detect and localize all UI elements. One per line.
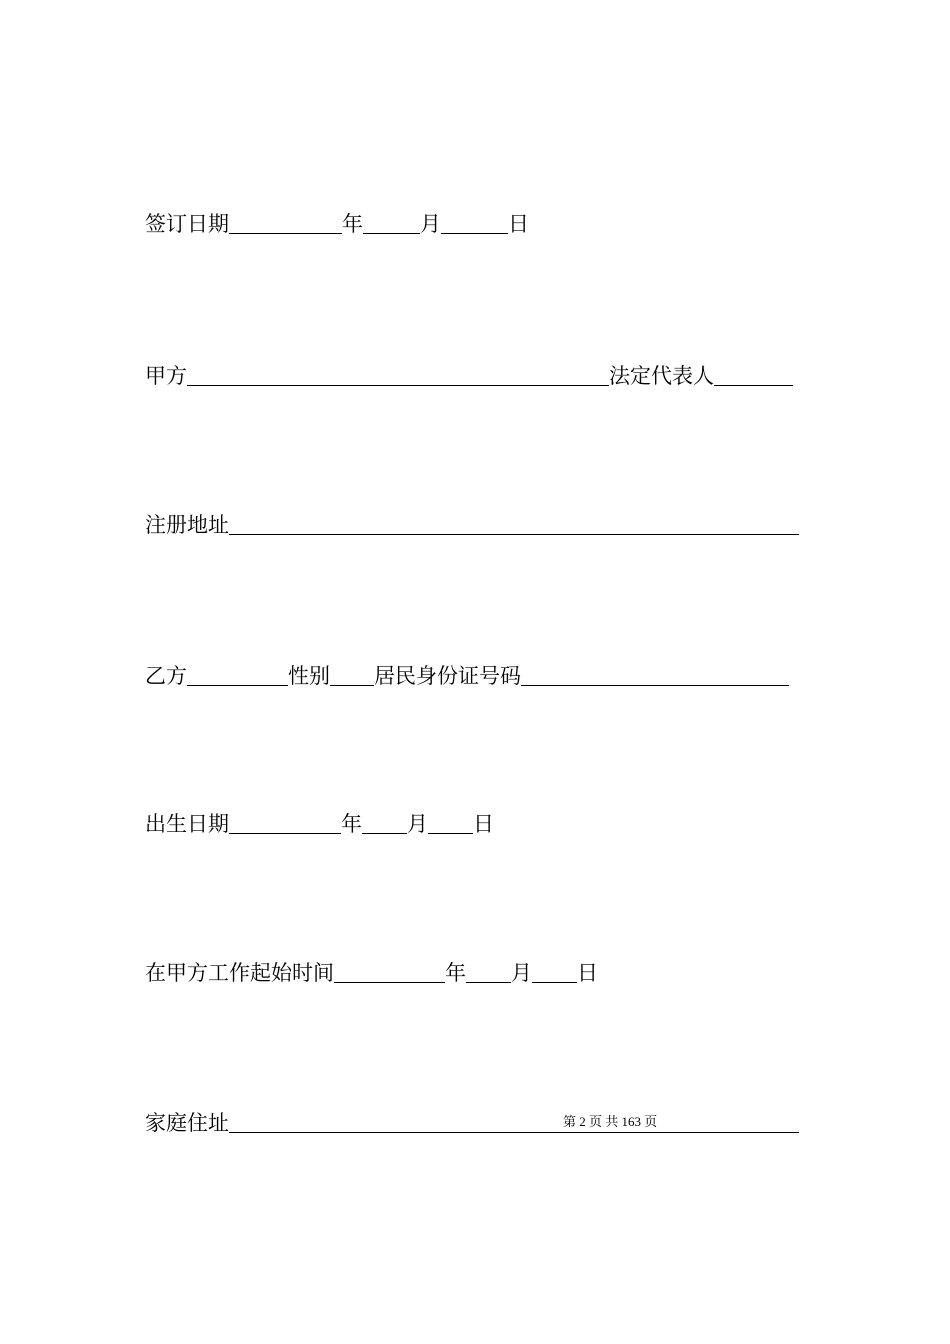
id-number-label: 居民身份证号码: [374, 664, 521, 688]
signing-date-month-field[interactable]: [363, 211, 420, 234]
signing-date-day-label: 日: [508, 212, 529, 236]
birth-date-month-label: 月: [407, 812, 428, 836]
birth-date-day-label: 日: [473, 812, 494, 836]
signing-date-line: [145, 206, 529, 236]
signing-date-year-label: 年: [342, 212, 363, 236]
legal-representative-field[interactable]: [714, 363, 793, 386]
party-b-name-field[interactable]: [187, 663, 288, 686]
birth-date-day-field[interactable]: [428, 811, 473, 834]
birth-date-line: [145, 806, 494, 836]
signing-date-day-field[interactable]: [441, 211, 508, 234]
party-a-line: [145, 358, 793, 388]
start-date-year-field[interactable]: [334, 960, 445, 983]
start-date-day-label: 日: [577, 961, 598, 985]
registered-address-line: [145, 507, 799, 537]
birth-date-year-field[interactable]: [229, 811, 341, 834]
registered-address-label: 注册地址: [145, 513, 229, 537]
start-date-month-field[interactable]: [466, 960, 511, 983]
party-a-label: 甲方: [145, 364, 187, 388]
signing-date-label: 签订日期: [145, 212, 229, 236]
start-date-year-label: 年: [445, 961, 466, 985]
party-b-line: [145, 658, 789, 688]
gender-field[interactable]: [330, 663, 374, 686]
party-a-name-field[interactable]: [187, 363, 609, 386]
home-address-field[interactable]: [229, 1110, 799, 1133]
start-date-line: [145, 955, 598, 985]
start-date-month-label: 月: [511, 961, 532, 985]
birth-date-month-field[interactable]: [362, 811, 407, 834]
start-date-day-field[interactable]: [532, 960, 577, 983]
home-address-line: [145, 1105, 799, 1135]
birth-date-label: 出生日期: [145, 812, 229, 836]
signing-date-month-label: 月: [420, 212, 441, 236]
gender-label: 性别: [288, 664, 330, 688]
home-address-label: 家庭住址: [145, 1111, 229, 1135]
page-indicator: 第 2 页 共 163 页: [563, 1114, 658, 1129]
registered-address-field[interactable]: [229, 512, 799, 535]
id-number-field[interactable]: [521, 663, 789, 686]
legal-representative-label: 法定代表人: [609, 364, 714, 388]
birth-date-year-label: 年: [341, 812, 362, 836]
party-b-label: 乙方: [145, 664, 187, 688]
start-date-label: 在甲方工作起始时间: [145, 961, 334, 985]
signing-date-year-field[interactable]: [229, 211, 342, 234]
